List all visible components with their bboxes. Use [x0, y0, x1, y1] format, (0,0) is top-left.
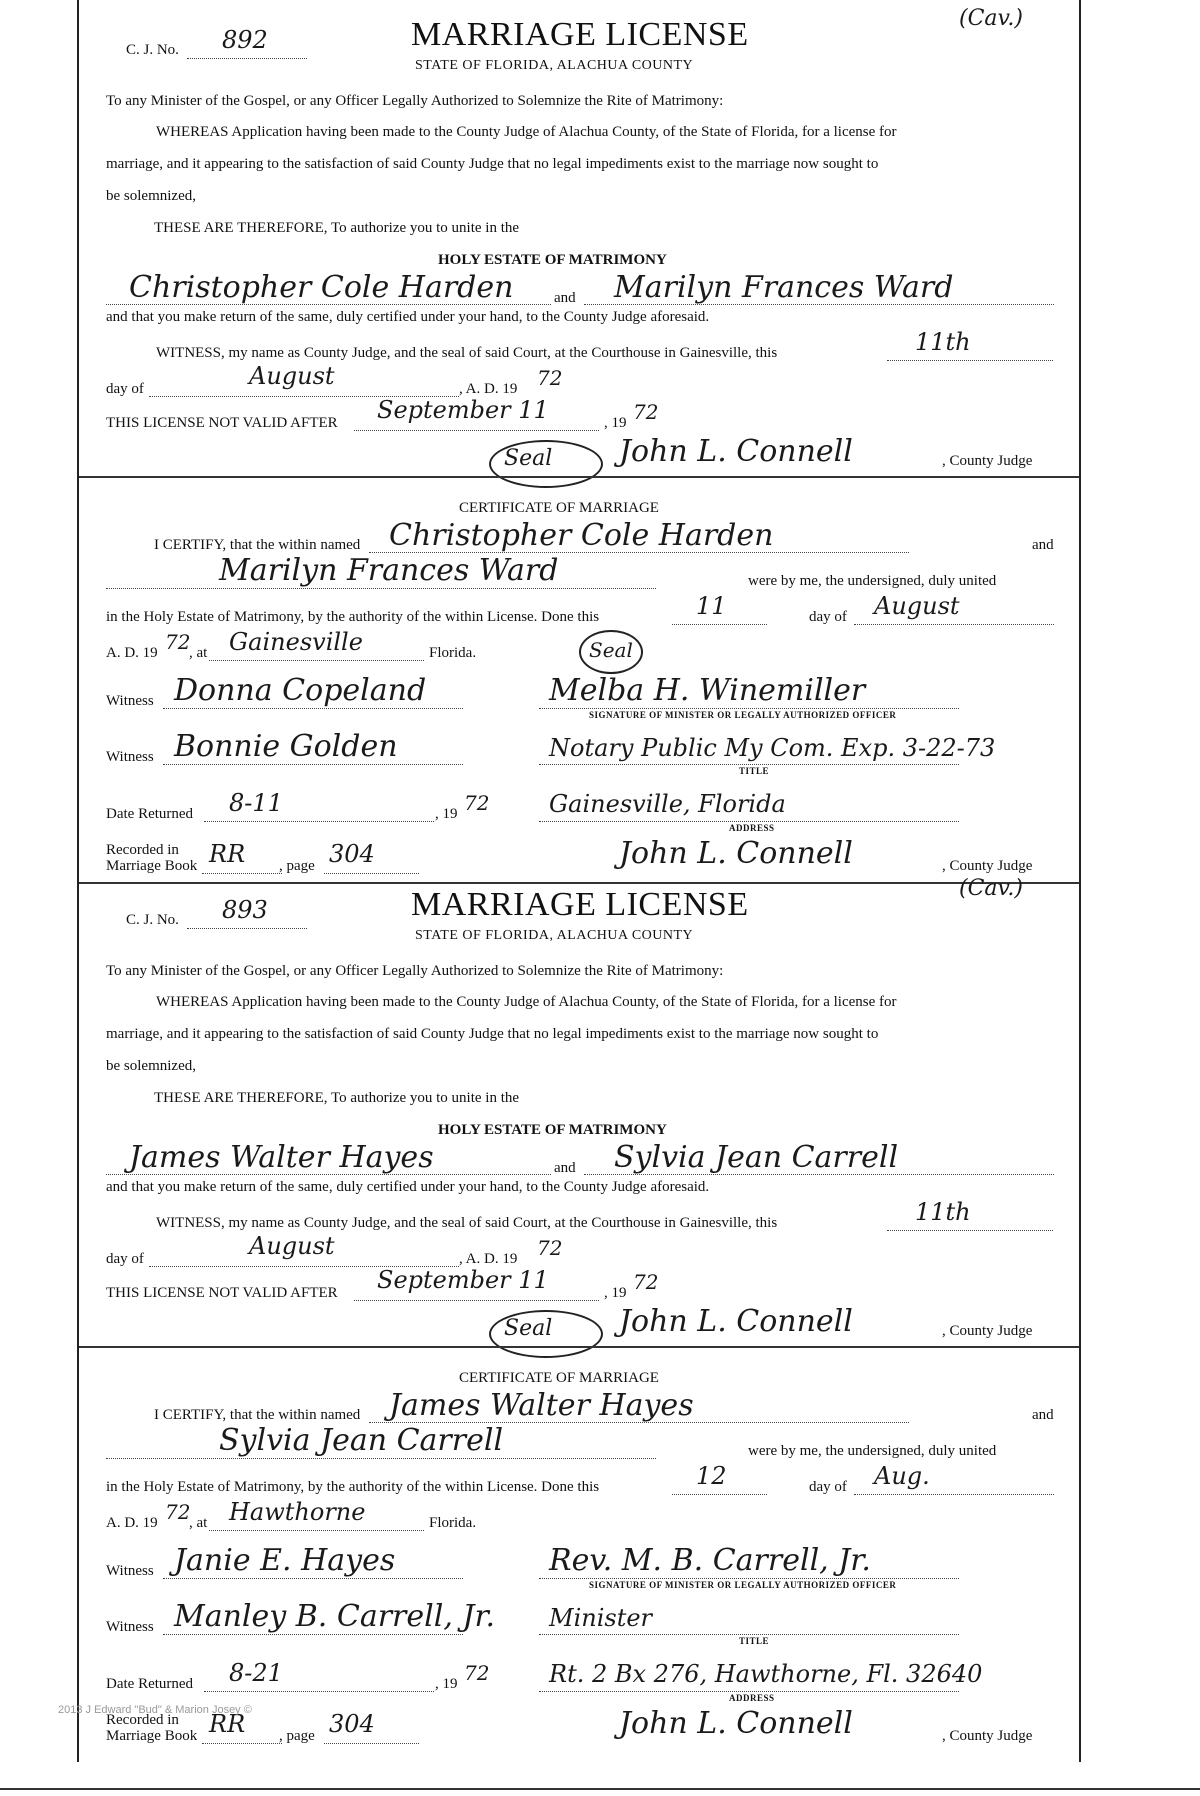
cert-and-word: and	[1032, 1407, 1054, 1423]
date-returned-value: 8-21	[229, 1659, 283, 1687]
certify-label: I CERTIFY, that the within named	[154, 1407, 361, 1423]
cert-groom-name: Christopher Cole Harden	[389, 518, 774, 553]
holy-line: in the Holy Estate of Matrimony, by the authority of the within License. Done this	[106, 1479, 600, 1495]
cert-seal-text: Seal	[589, 638, 633, 662]
therefore-line: THESE ARE THEREFORE, To authorize you to unite in the	[154, 1090, 520, 1106]
whereas-line-1: WHEREAS Application having been made to the County Judge of Alachua County, of the State of Florida, for a license for	[156, 994, 897, 1010]
groom-name: Christopher Cole Harden	[129, 270, 514, 305]
witness-1-name: Donna Copeland	[174, 673, 427, 708]
place-name: Hawthorne	[229, 1498, 366, 1526]
done-month-rule	[854, 1494, 1054, 1495]
dr-year: 72	[464, 1661, 490, 1685]
witness-1-name: Janie E. Hayes	[174, 1543, 396, 1578]
officer-title: Minister	[549, 1604, 653, 1632]
witness-1-label: Witness	[106, 693, 154, 709]
recorded-in-label: Recorded in	[106, 842, 179, 858]
cj-no-label: C. J. No.	[126, 912, 179, 928]
date-returned-rule	[204, 821, 434, 822]
seal-text: Seal	[504, 446, 553, 471]
witness-2-name: Bonnie Golden	[174, 729, 398, 764]
cert-groom-name: James Walter Hayes	[389, 1388, 694, 1423]
cj-no-rule	[187, 928, 307, 929]
cert-bride-rule	[106, 588, 656, 589]
recorded-in-label: Recorded in	[106, 1712, 179, 1728]
certificate-seal	[579, 630, 643, 674]
book-rule	[202, 1743, 282, 1744]
book-rule	[202, 873, 282, 874]
license-title: MARRIAGE LICENSE	[411, 886, 749, 923]
date-returned-label: Date Returned	[106, 1676, 194, 1692]
page-rule	[324, 1743, 419, 1744]
ad2-year: 72	[165, 1500, 191, 1524]
bride-name: Sylvia Jean Carrell	[614, 1140, 899, 1175]
done-month: August	[874, 592, 960, 620]
not-valid-label: THIS LICENSE NOT VALID AFTER	[106, 1285, 338, 1301]
license-year: 72	[537, 366, 563, 390]
license-subtitle: STATE OF FLORIDA, ALACHUA COUNTY	[415, 928, 694, 943]
witness-2-label: Witness	[106, 1619, 154, 1635]
whereas-line-3: be solemnized,	[106, 188, 196, 204]
cj-no-rule	[187, 58, 307, 59]
license-subtitle: STATE OF FLORIDA, ALACHUA COUNTY	[415, 58, 694, 73]
therefore-line: THESE ARE THEREFORE, To authorize you to unite in the	[154, 220, 520, 236]
title-caption: TITLE	[739, 1636, 770, 1646]
witness-line: WITNESS, my name as County Judge, and the seal of said Court, at the Courthouse in Gainesville, this	[156, 345, 778, 361]
witness-line: WITNESS, my name as County Judge, and the seal of said Court, at the Courthouse in Gainesville, this	[156, 1215, 778, 1231]
recording-county-judge-label: , County Judge	[942, 1728, 1033, 1744]
valid-until-date: September 11	[377, 396, 549, 424]
date-returned-rule	[204, 1691, 434, 1692]
witness-2-label: Witness	[106, 749, 154, 765]
and-word: and	[554, 1160, 576, 1176]
valid-year: 72	[633, 400, 659, 424]
judge-signature: John L. Connell	[619, 434, 853, 469]
license-day: 11th	[915, 1198, 971, 1226]
cert-bride-name: Marilyn Frances Ward	[219, 553, 559, 588]
valid-until-rule	[354, 1300, 599, 1301]
done-day: 12	[696, 1462, 727, 1490]
bride-name: Marilyn Frances Ward	[614, 270, 954, 305]
recording-county-judge-label: , County Judge	[942, 858, 1033, 874]
officer-signature: Melba H. Winemiller	[549, 673, 866, 708]
corner-note: (Cav.)	[959, 6, 1023, 31]
done-day-rule	[672, 1494, 767, 1495]
certify-label: I CERTIFY, that the within named	[154, 537, 361, 553]
cert-bride-name: Sylvia Jean Carrell	[219, 1423, 504, 1458]
holy-line: in the Holy Estate of Matrimony, by the authority of the within License. Done this	[106, 609, 600, 625]
ad-label: , A. D. 19	[459, 1251, 518, 1267]
certificate-title: CERTIFICATE OF MARRIAGE	[459, 1370, 659, 1386]
day-rule	[887, 1230, 1053, 1231]
ad2-label: A. D. 19	[106, 1515, 158, 1531]
united-label: were by me, the undersigned, duly united	[748, 1443, 997, 1459]
certificate-title: CERTIFICATE OF MARRIAGE	[459, 500, 659, 516]
page-bottom-rule	[0, 1788, 1200, 1790]
officer-sig-rule	[539, 1578, 959, 1579]
officer-sig-caption: SIGNATURE OF MINISTER OR LEGALLY AUTHORIZED OFFICER	[589, 1580, 897, 1590]
license-day: 11th	[915, 328, 971, 356]
license-certificate-divider	[79, 476, 1079, 478]
dr-year: 72	[464, 791, 490, 815]
section-divider	[79, 882, 1079, 884]
cert-and-word: and	[1032, 537, 1054, 553]
cj-no-label: C. J. No.	[126, 42, 179, 58]
witness-2-rule	[163, 1634, 463, 1635]
cj-no-value: 893	[222, 896, 268, 924]
book-value: RR	[209, 840, 246, 868]
address-rule	[539, 821, 959, 822]
witness-2-name: Manley B. Carrell, Jr.	[174, 1599, 496, 1634]
address-to-ministers: To any Minister of the Gospel, or any Officer Legally Authorized to Solemnize the Rite of Matrimony:	[106, 93, 724, 109]
return-line: and that you make return of the same, duly certified under your hand, to the County Judge aforesaid.	[106, 309, 710, 325]
county-judge-label: , County Judge	[942, 453, 1033, 469]
at-label: , at	[189, 645, 208, 661]
place-rule	[209, 1530, 424, 1531]
page-value: 304	[329, 1710, 375, 1738]
address-caption: ADDRESS	[729, 823, 775, 833]
date-returned-value: 8-11	[229, 789, 283, 817]
judge-signature: John L. Connell	[619, 1304, 853, 1339]
recording-judge-signature: John L. Connell	[619, 1706, 853, 1741]
done-day: 11	[696, 592, 727, 620]
valid-year-prefix: , 19	[604, 415, 627, 431]
license-year: 72	[537, 1236, 563, 1260]
seal-text: Seal	[504, 1316, 553, 1341]
officer-title: Notary Public My Com. Exp. 3-22-73	[549, 734, 996, 762]
witness-1-label: Witness	[106, 1563, 154, 1579]
florida-label: Florida.	[429, 645, 477, 661]
county-judge-label: , County Judge	[942, 1323, 1033, 1339]
officer-sig-rule	[539, 708, 959, 709]
ad2-year: 72	[165, 630, 191, 654]
done-day-rule	[672, 624, 767, 625]
license-title: MARRIAGE LICENSE	[411, 16, 749, 53]
and-word: and	[554, 290, 576, 306]
dr-year-prefix: , 19	[435, 806, 458, 822]
ad-label: , A. D. 19	[459, 381, 518, 397]
at-label: , at	[189, 1515, 208, 1531]
license-month: August	[249, 1232, 335, 1260]
officer-address: Gainesville, Florida	[549, 790, 786, 818]
holy-estate-heading: HOLY ESTATE OF MATRIMONY	[438, 1122, 667, 1138]
date-returned-label: Date Returned	[106, 806, 194, 822]
cert-bride-rule	[106, 1458, 656, 1459]
officer-title-rule	[539, 1634, 959, 1635]
dr-year-prefix: , 19	[435, 1676, 458, 1692]
florida-label: Florida.	[429, 1515, 477, 1531]
witness-1-rule	[163, 708, 463, 709]
valid-year: 72	[633, 1270, 659, 1294]
return-line: and that you make return of the same, duly certified under your hand, to the County Judge aforesaid.	[106, 1179, 710, 1195]
cj-no-value: 892	[222, 26, 268, 54]
whereas-line-2: marriage, and it appearing to the satisfaction of said County Judge that no legal impediments exist to the marriage now sought to	[106, 1026, 879, 1042]
copyright-watermark: 2013 J Edward "Bud" & Marion Josey ©	[58, 1704, 252, 1716]
done-month: Aug.	[874, 1462, 930, 1490]
place-rule	[209, 660, 424, 661]
corner-note: (Cav.)	[959, 876, 1023, 901]
day-rule	[887, 360, 1053, 361]
not-valid-label: THIS LICENSE NOT VALID AFTER	[106, 415, 338, 431]
day-of-2-label: day of	[809, 1479, 847, 1495]
day-of-label: day of	[106, 1251, 144, 1267]
officer-title-rule	[539, 764, 959, 765]
page-rule	[324, 873, 419, 874]
officer-signature: Rev. M. B. Carrell, Jr.	[549, 1543, 871, 1578]
address-rule	[539, 1691, 959, 1692]
whereas-line-1: WHEREAS Application having been made to the County Judge of Alachua County, of the State of Florida, for a license for	[156, 124, 897, 140]
address-caption: ADDRESS	[729, 1693, 775, 1703]
page-label: , page	[279, 858, 315, 874]
title-caption: TITLE	[739, 766, 770, 776]
page-value: 304	[329, 840, 375, 868]
officer-address: Rt. 2 Bx 276, Hawthorne, Fl. 32640	[549, 1660, 983, 1688]
ad2-label: A. D. 19	[106, 645, 158, 661]
license-month: August	[249, 362, 335, 390]
witness-2-rule	[163, 764, 463, 765]
recording-judge-signature: John L. Connell	[619, 836, 853, 871]
done-month-rule	[854, 624, 1054, 625]
day-of-2-label: day of	[809, 609, 847, 625]
holy-estate-heading: HOLY ESTATE OF MATRIMONY	[438, 252, 667, 268]
whereas-line-3: be solemnized,	[106, 1058, 196, 1074]
marriage-book-label: Marriage Book	[106, 1728, 198, 1744]
place-name: Gainesville	[229, 628, 363, 656]
book-value: RR	[209, 1710, 246, 1738]
officer-sig-caption: SIGNATURE OF MINISTER OR LEGALLY AUTHORIZED OFFICER	[589, 710, 897, 720]
license-certificate-divider	[79, 1346, 1079, 1348]
day-of-label: day of	[106, 381, 144, 397]
valid-year-prefix: , 19	[604, 1285, 627, 1301]
marriage-record-page	[77, 0, 1081, 1762]
page-label: , page	[279, 1728, 315, 1744]
valid-until-rule	[354, 430, 599, 431]
marriage-book-label: Marriage Book	[106, 858, 198, 874]
address-to-ministers: To any Minister of the Gospel, or any Officer Legally Authorized to Solemnize the Rite of Matrimony:	[106, 963, 724, 979]
united-label: were by me, the undersigned, duly united	[748, 573, 997, 589]
valid-until-date: September 11	[377, 1266, 549, 1294]
groom-name: James Walter Hayes	[129, 1140, 434, 1175]
whereas-line-2: marriage, and it appearing to the satisfaction of said County Judge that no legal impediments exist to the marriage now sought to	[106, 156, 879, 172]
witness-1-rule	[163, 1578, 463, 1579]
